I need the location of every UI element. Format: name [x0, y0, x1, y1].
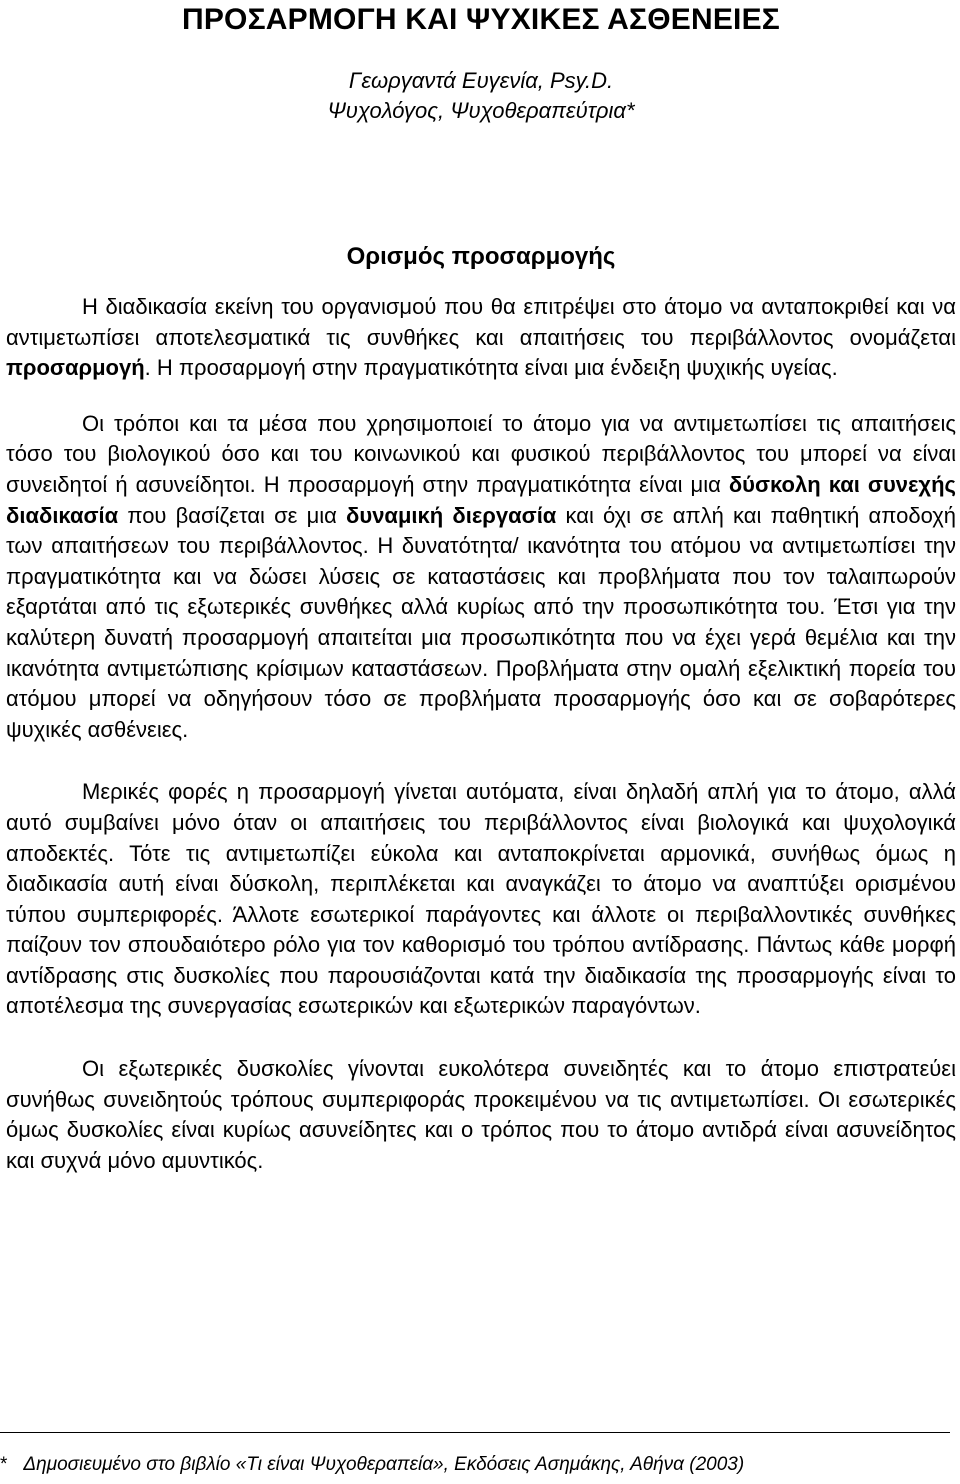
footnote-mark: *	[0, 1454, 8, 1475]
paragraph-2-text-2: που βασίζεται σε μια	[118, 502, 347, 528]
author-role: Ψυχολόγος, Ψυχοθεραπεύτρια*	[327, 98, 635, 123]
footnote-divider	[0, 1432, 950, 1433]
paragraph-1-text: Η διαδικασία εκείνη του οργανισμού που θα επιτρέψει στο άτομο να ανταποκριθεί και να αντιμετωπίσει αποτελεσματικά τις συνθήκες και απαιτήσεις του περιβάλλοντος ονομάζεται	[6, 294, 956, 350]
footnote-text: Δημοσιευμένο στο βιβλίο «Τι είναι Ψυχοθεραπεία», Εκδόσεις Ασημάκης, Αθήνα (2003)	[23, 1454, 745, 1475]
paragraph-2-text-1: Οι τρόποι και τα μέσα που χρησιμοποιεί το άτομο για να αντιμετωπίσει τις απαιτήσεις τόσο του βιολογικού όσο και του κοινωνικού και φυσικού περιβάλλοντος του μπορεί να είναι συνειδητοί ή ασυνείδητοι. Η προσαρμογή στην πραγματικότητα είναι μια	[6, 410, 956, 497]
paragraph-2	[6, 409, 956, 746]
paragraph-1-bold-term: προσαρμογή	[6, 355, 145, 381]
paragraph-4: Οι εξωτερικές δυσκολίες γίνονται ευκολότερα συνειδητές και το άτομο επιστρατεύει συνήθως συνειδητούς τρόπους συμπεριφοράς προκειμένου να τις αντιμετωπίσει. Οι εσωτερικές όμως δυσκολίες είναι κυρίως ασυνείδητες και ο τρόπος που το άτομο αντιδρά είναι ασυνείδητος και συχνά μόνο αμυντικός.	[6, 1056, 956, 1173]
paragraph-1-text-end: . Η προσαρμογή στην πραγματικότητα είναι μια ένδειξη ψυχικής υγείας.	[144, 355, 838, 381]
paragraph-2-bold-2: δυναμική διεργασία	[346, 502, 557, 528]
document-page	[6, 0, 956, 1176]
section-heading: Ορισμός προσαρμογής	[346, 243, 616, 270]
paragraph-2-bold-1: δύσκολη και συνεχής διαδικασία	[6, 471, 956, 528]
paragraph-1	[6, 292, 956, 384]
footnote	[0, 1452, 950, 1478]
paragraph-3: Μερικές φορές η προσαρμογή γίνεται αυτόματα, είναι δηλαδή απλή για το άτομο, αλλά αυτό συμβαίνει μόνο όταν οι απαιτήσεις του περιβάλλοντος είναι βιολογικά και ψυχολογικά αποδεκτές. Τότε τις αντιμετωπίζει εύκολα και ανταποκρίνεται αρμονικά, συνήθως όμως η διαδικασία αυτή είναι δύσκολη, περιπλέκεται και αναγκάζει το άτομο να αναπτύξει ορισμένου τύπου συμπεριφορές. Άλλοτε εσωτερικοί παράγοντες και άλλοτε οι περιβαλλοντικές συνθήκες παίζουν τον σπουδαιότερο ρόλο για τον καθορισμό του τρόπου αντίδρασης. Πάντως κάθε μορφή αντίδρασης στις δυσκολίες που παρουσιάζονται κατά την διαδικασία της προσαρμογής είναι το αποτέλεσμα της συνεργασίας εσωτερικών και εξωτερικών παραγόντων.	[6, 779, 956, 1019]
document-title: ΠΡΟΣΑΡΜΟΓΗ ΚΑΙ ΨΥΧΙΚΕΣ ΑΣΘΕΝΕΙΕΣ	[181, 3, 780, 36]
author-block	[6, 66, 956, 126]
paragraph-2-text-3: και όχι σε απλή και παθητική αποδοχή των απαιτήσεων του περιβάλλοντος. Η δυνατότητα/ ικανότητα του ατόμου να αντιμετωπίσει την πραγματικότητα και να δώσει λύσεις σε καταστάσεις και προβλήματα που τον ταλαιπωρούν εξαρτάται από τις εξωτερικές συνθήκες αλλά κυρίως από την προσωπικότητα του. Έτσι για την καλύτερη δυνατή προσαρμογή απαιτείται μια προσωπικότητα που να έχει γερά θεμέλια και την ικανότητα αντιμετώπισης κρίσιμων καταστάσεων. Προβλήματα στην ομαλή εξελικτική πορεία του ατόμου μπορεί να οδηγήσουν τόσο σε προβλήματα προσαρμογής όσο και σε σοβαρότερες ψυχικές ασθένειες.	[6, 502, 956, 742]
author-name: Γεωργαντά Ευγενία, Psy.D.	[348, 68, 614, 93]
